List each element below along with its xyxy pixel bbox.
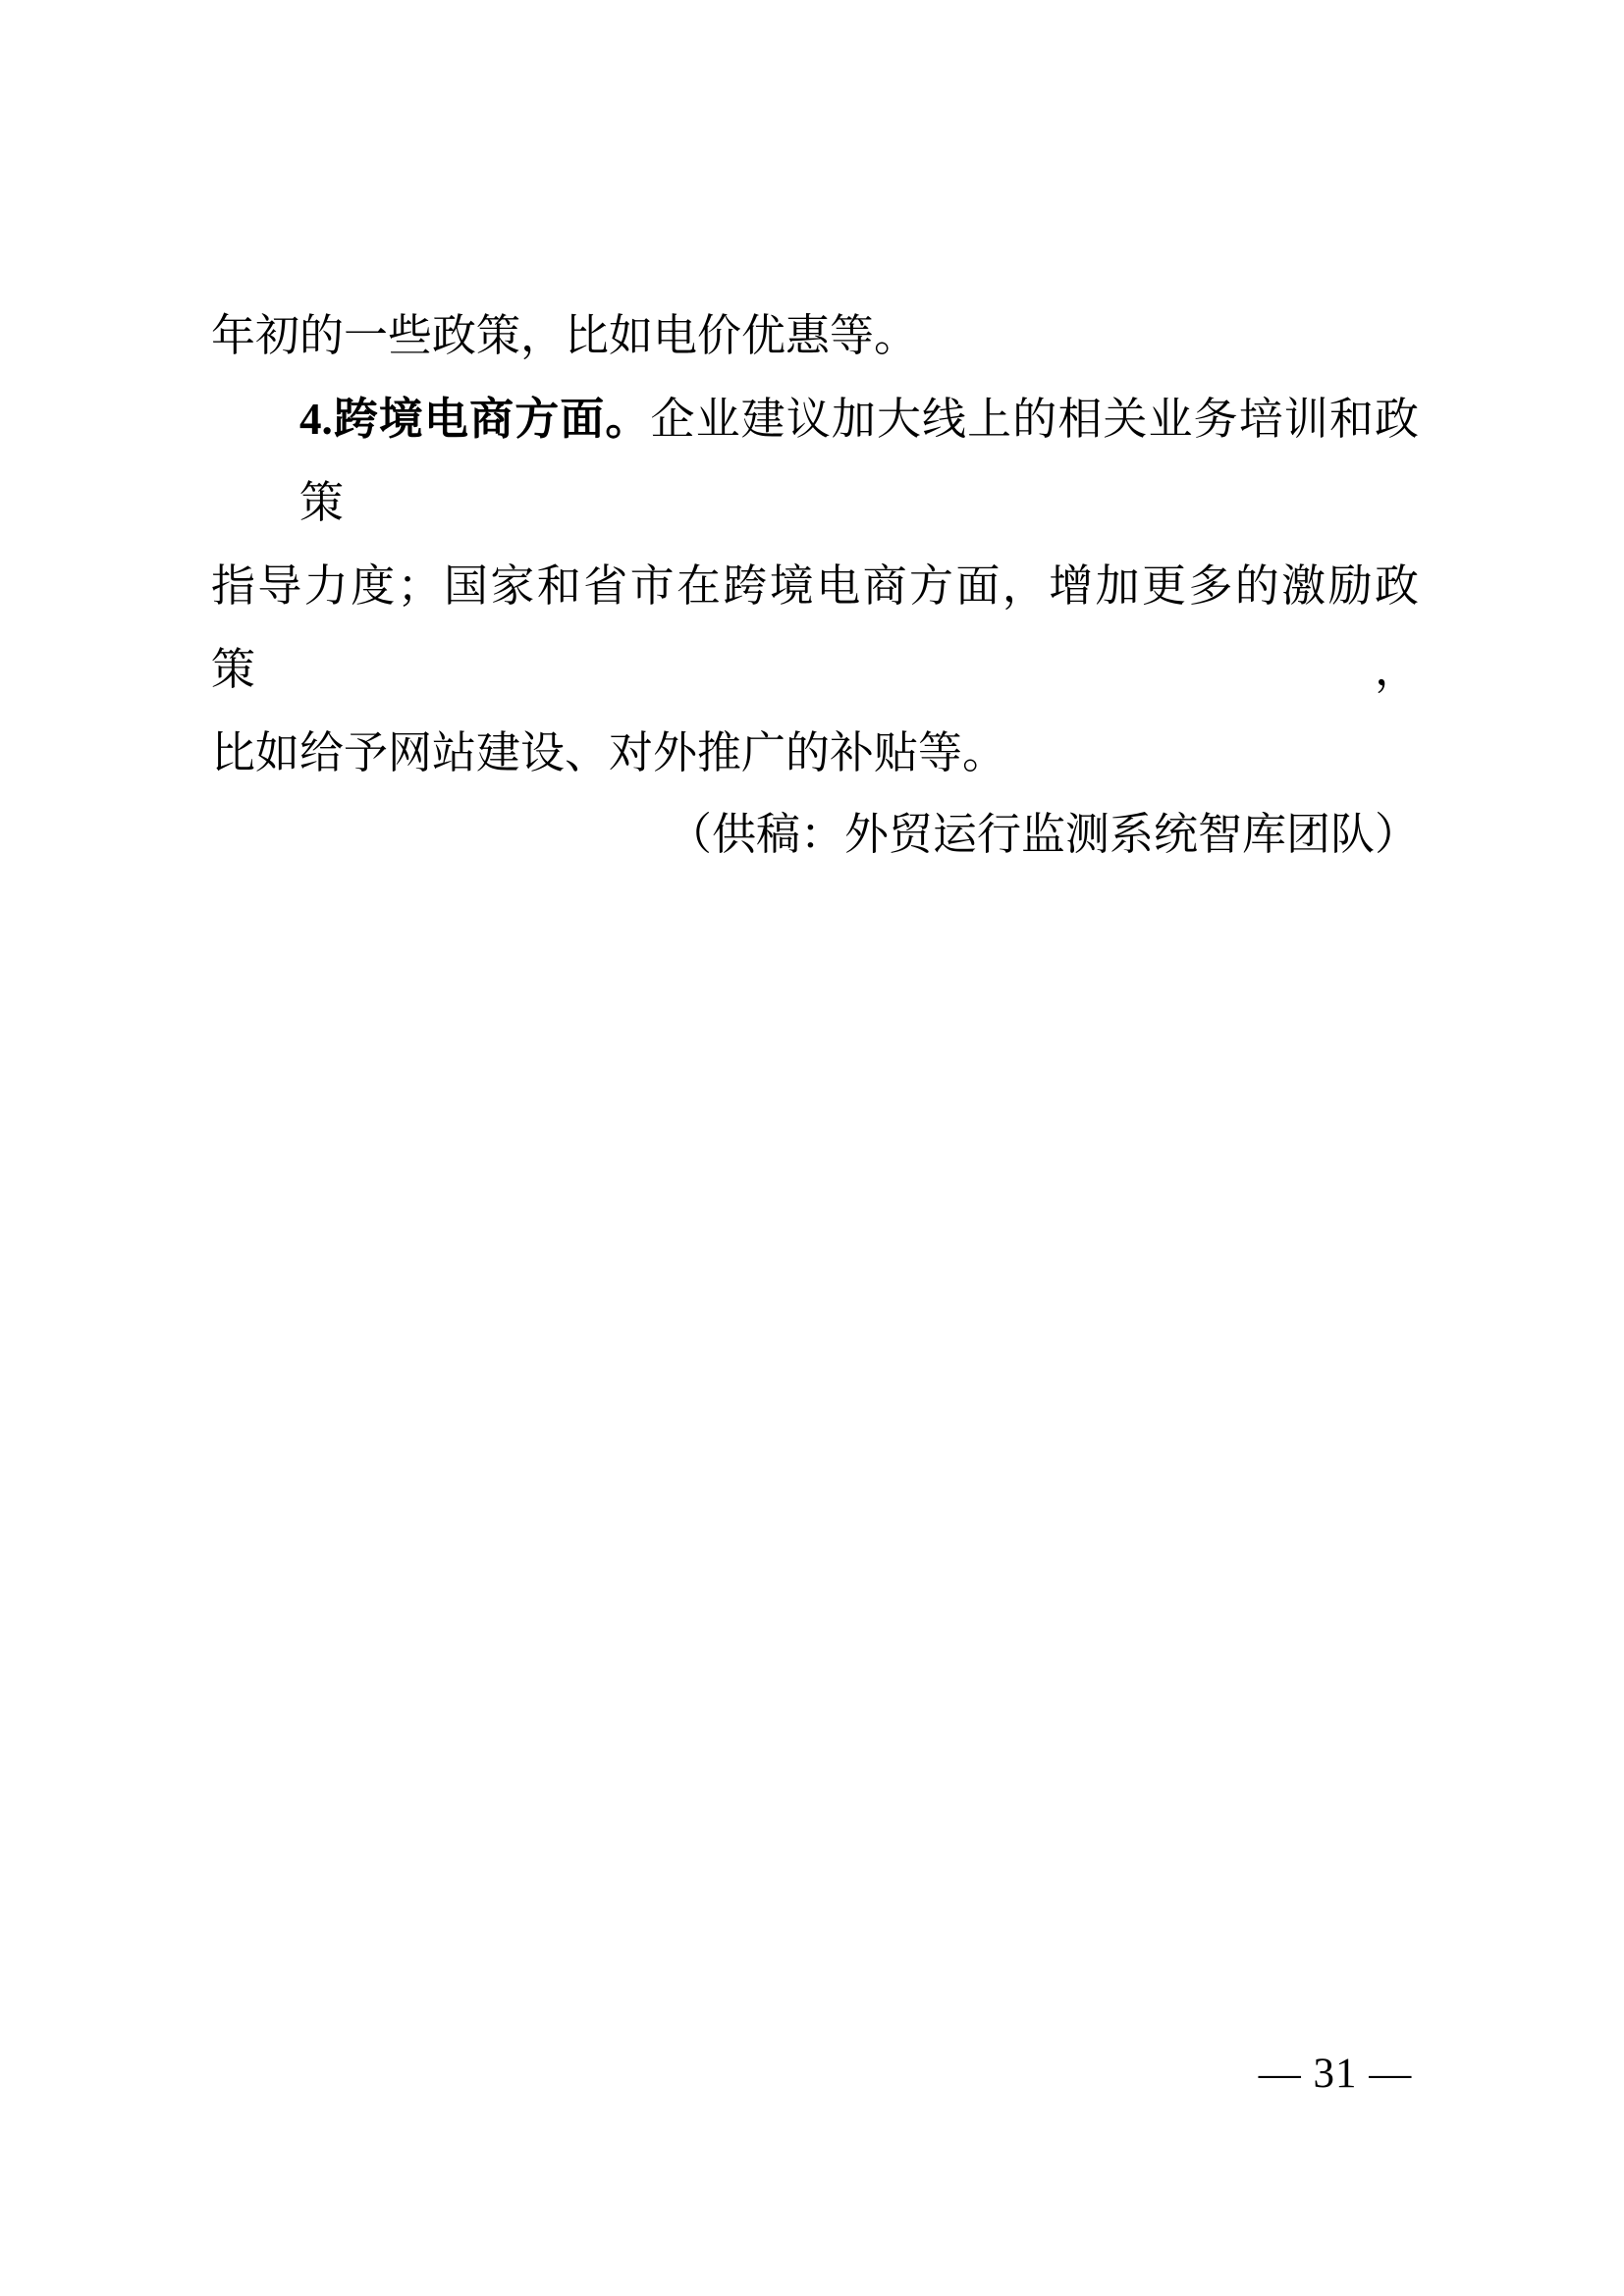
attribution-line: （供稿：外贸运行监测系统智库团队） [667, 810, 1419, 859]
paragraph-continuation-line: 年初的一些政策，比如电价优惠等。 [211, 311, 919, 360]
page-number: — 31 — [1258, 2051, 1413, 2097]
paragraph-4-line-1 [211, 378, 1419, 545]
paragraph-4-line-3: 比如给予网站建设、对外推广的补贴等。 [211, 728, 1007, 777]
paragraph-4-line-1-text: 企业建议加大线上的相关业务培训和政策 [299, 395, 1419, 527]
paragraph-4 [211, 378, 1419, 795]
paragraph-4-heading: 4.跨境电商方面。 [299, 395, 651, 444]
paragraph-4-line-2: 指导力度；国家和省市在跨境电商方面，增加更多的激励政策， [211, 561, 1419, 694]
